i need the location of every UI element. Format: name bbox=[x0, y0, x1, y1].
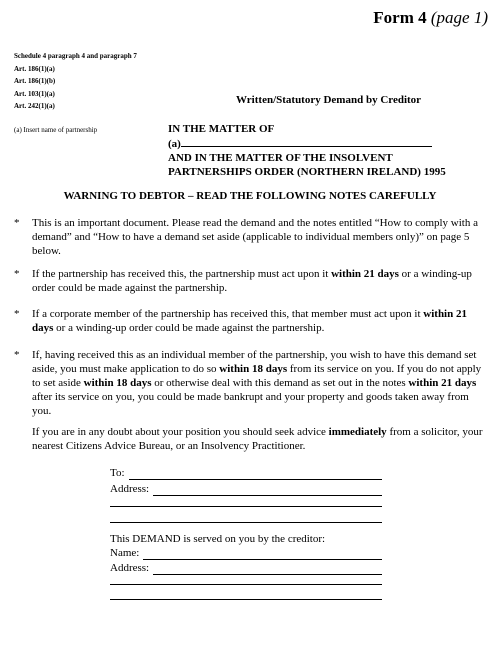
matter-heading bbox=[168, 122, 488, 179]
bullet-star: * bbox=[14, 349, 20, 361]
note-2 bbox=[14, 267, 488, 295]
bullet-star: * bbox=[14, 308, 20, 320]
address-continuation-line[interactable] bbox=[110, 599, 382, 600]
address-label: Address: bbox=[110, 483, 150, 495]
address-continuation-line[interactable] bbox=[110, 584, 382, 585]
partnership-marker: (a) bbox=[168, 138, 181, 150]
reference-item: Art. 242(1)(a) bbox=[14, 102, 55, 110]
reference-item: Art. 186(1)(a) bbox=[14, 64, 55, 73]
to-input-line[interactable] bbox=[129, 468, 382, 480]
creditor-address-field[interactable] bbox=[110, 561, 382, 575]
creditor-address-input-line[interactable] bbox=[153, 563, 382, 575]
partnership-name-field[interactable] bbox=[168, 136, 488, 151]
note-1 bbox=[14, 216, 488, 258]
reference-item: Schedule 4 paragraph 4 and paragraph 7 bbox=[14, 52, 137, 60]
page-label: (page 1) bbox=[430, 8, 488, 27]
to-address-field[interactable] bbox=[110, 482, 382, 496]
matter-line-1: IN THE MATTER OF bbox=[168, 123, 275, 135]
note-3 bbox=[14, 307, 488, 335]
note-4-text: If, having received this as an individual member of the partnership, you wish to have this demand set aside, you must make application to do so within 18 days from its service on you. If you do not apply to set aside within 18 days or otherwise deal with this demand as set out in the notes within 21 days after its service on you, you could be made bankrupt and your property and goods taken away from you. bbox=[32, 349, 482, 417]
matter-line-4: PARTNERSHIPS ORDER (NORTHERN IRELAND) 1995 bbox=[168, 166, 446, 178]
note-4 bbox=[14, 348, 488, 418]
note-1-text: This is an important document. Please read the demand and the notes entitled “How to comply with a demand” and “How to have a demand set aside (applicable to individual members only)” on page 5 below. bbox=[32, 217, 478, 257]
address-label: Address: bbox=[110, 562, 150, 574]
form-label: Form 4 bbox=[373, 8, 427, 27]
advice-paragraph: If you are in any doubt about your position you should seek advice immediately from a solicitor, your nearest Citizens Advice Bureau, or an Insolvency Practitioner. bbox=[32, 426, 483, 452]
creditor-name-input-line[interactable] bbox=[143, 548, 382, 560]
creditor-name-field[interactable] bbox=[110, 546, 382, 560]
bullet-star: * bbox=[14, 268, 20, 280]
to-label: To: bbox=[110, 467, 125, 479]
matter-line-3: AND IN THE MATTER OF THE INSOLVENT bbox=[168, 152, 393, 164]
note-2-text: If the partnership has received this, the partnership must act upon it within 21 days or a winding-up order could be made against the partnership. bbox=[32, 268, 472, 294]
name-label: Name: bbox=[110, 547, 140, 559]
document-title: Written/Statutory Demand by Creditor bbox=[236, 94, 422, 106]
legislation-references bbox=[14, 50, 137, 113]
address-input-line[interactable] bbox=[153, 484, 382, 496]
margin-note: (a) Insert name of partnership bbox=[14, 126, 98, 134]
form-title bbox=[373, 8, 488, 28]
partnership-name-blank[interactable] bbox=[181, 136, 432, 147]
reference-item: Art. 186(1)(b) bbox=[14, 77, 56, 85]
bullet-star: * bbox=[14, 217, 20, 229]
address-continuation-line[interactable] bbox=[110, 522, 382, 523]
warning-heading: WARNING TO DEBTOR – READ THE FOLLOWING NOTES CAREFULLY bbox=[63, 190, 437, 202]
to-field[interactable] bbox=[110, 466, 382, 480]
reference-item: Art. 103(1)(a) bbox=[14, 89, 55, 98]
address-continuation-line[interactable] bbox=[110, 506, 382, 507]
served-statement: This DEMAND is served on you by the creditor: bbox=[110, 533, 326, 545]
note-3-text: If a corporate member of the partnership has received this, that member must act upon it within 21 days or a winding-up order could be made against the partnership. bbox=[32, 308, 467, 334]
